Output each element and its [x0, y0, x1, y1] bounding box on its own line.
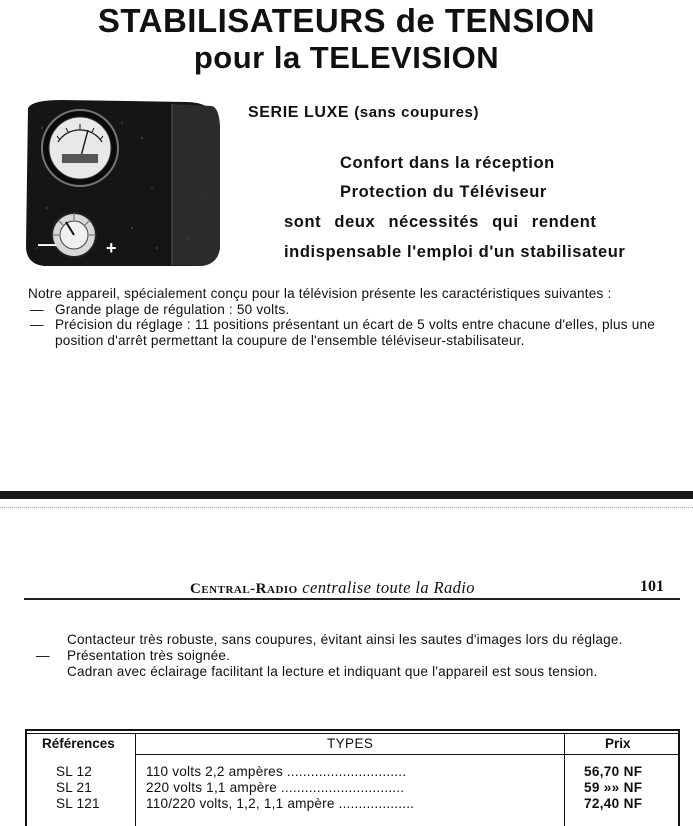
plus-sign-icon: + — [106, 238, 117, 258]
description-item-text: Précision du réglage : 11 positions présentant un écart de 5 volts entre chacune d'elles, plus une position d'arrêt permettant la coupure de l'ensemble téléviseur-stabilisateur. — [55, 317, 656, 348]
brand-name: Central-Radio — [190, 581, 298, 597]
table-row-ref: SL 12 — [56, 764, 93, 779]
slogan-line4: indispensable l'emploi d'un stabilisateur — [284, 243, 626, 261]
series-note: (sans coupures) — [354, 104, 480, 121]
description-intro: Notre appareil, spécialement conçu pour la télévision présente les caractéristiques suivantes : — [28, 286, 612, 301]
feature-text: Présentation très soignée. — [67, 648, 231, 663]
feature-text: Contacteur très robuste, sans coupures, évitant ainsi les sautes d'images lors du réglage. — [67, 632, 623, 647]
table-row-type: 220 volts 1,1 ampère ............................... — [146, 780, 405, 795]
table-row-ref: SL 21 — [56, 780, 93, 795]
description-item — [28, 302, 668, 318]
description-item-text: Grande plage de régulation : 50 volts. — [55, 301, 290, 317]
feature-item — [36, 648, 682, 664]
series-title — [248, 104, 479, 122]
main-title-line2: pour la TELEVISION — [193, 40, 500, 75]
page-divider — [0, 491, 693, 499]
description-block — [28, 286, 668, 348]
header-underline — [135, 754, 680, 755]
header-references: Références — [42, 736, 115, 751]
header-types: TYPES — [327, 736, 374, 751]
dash-bullet: — — [30, 301, 44, 317]
dotted-separator — [0, 507, 693, 512]
dash-bullet: — — [36, 648, 50, 663]
page-number: 101 — [640, 578, 664, 595]
table-row-type: 110 volts 2,2 ampères .............................. — [146, 764, 407, 779]
brand-slogan: centralise toute la Radio — [302, 578, 475, 597]
stabilizer-device-image — [22, 98, 238, 268]
features-block — [36, 632, 682, 680]
slogan-line2: Protection du Téléviseur — [340, 183, 547, 201]
table-inner-border — [25, 733, 680, 734]
table-row-ref: SL 121 — [56, 796, 100, 811]
slogan-line1: Confort dans la réception — [340, 154, 555, 172]
series-name: SERIE LUXE — [248, 104, 350, 121]
description-item — [28, 317, 668, 348]
dash-bullet: — — [30, 317, 44, 332]
table-row-price: 59 »» NF — [584, 780, 643, 795]
column-separator — [564, 733, 565, 826]
feature-text: Cadran avec éclairage facilitant la lecture et indiquant que l'appareil est sous tension. — [67, 664, 598, 679]
table-row-price: 56,70 NF — [584, 764, 643, 779]
table-row-type: 110/220 volts, 1,2, 1,1 ampère ................... — [146, 796, 415, 811]
header-rule — [24, 598, 680, 600]
main-title-line1: STABILISATEURS de TENSION — [97, 2, 596, 39]
header-price: Prix — [605, 736, 631, 751]
column-separator — [135, 733, 136, 826]
table-row-price: 72,40 NF — [584, 796, 643, 811]
minus-sign-icon: — — [38, 234, 56, 254]
slogan-line3: sont deux nécessités qui rendent — [284, 213, 597, 231]
page-header — [190, 578, 475, 598]
